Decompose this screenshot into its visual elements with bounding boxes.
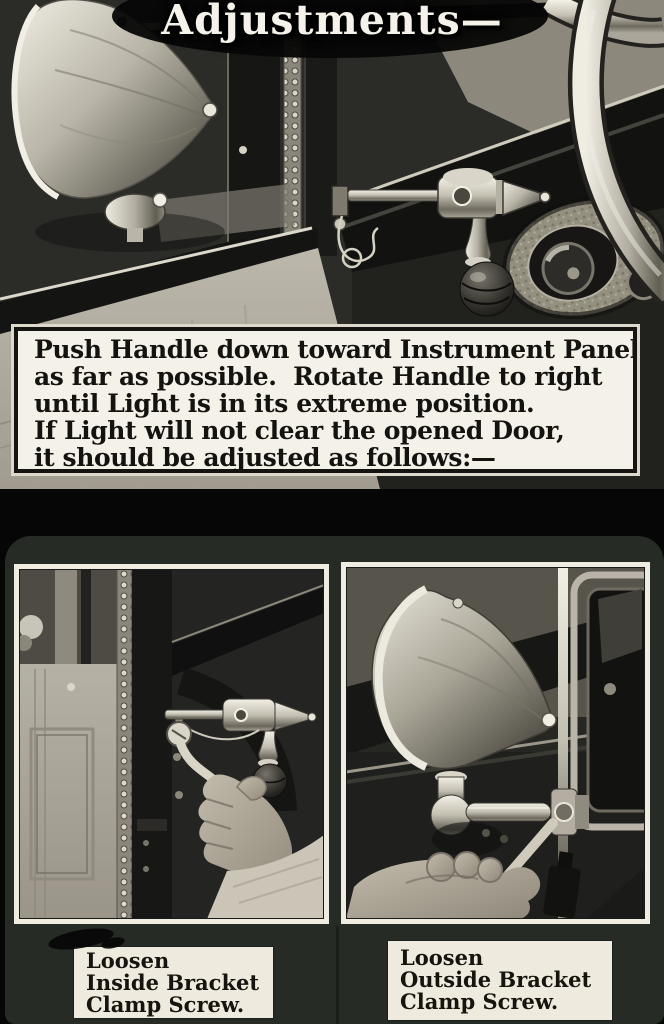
outside-bracket-photo-art [346, 567, 645, 919]
outside-bracket-photo [341, 562, 650, 924]
inside-bracket-photo [14, 564, 329, 924]
handle-rod [348, 190, 440, 201]
caption-line: Clamp Screw. [400, 989, 559, 1014]
inside-bracket-photo-art [19, 569, 324, 919]
instruction-line: as far as possible. Rotate Handle to right [34, 362, 603, 391]
caption-line: Loosen [400, 945, 484, 970]
instruction-line: until Light is in its extreme position. [34, 389, 535, 418]
clamp-screw [555, 803, 573, 821]
instruction-line: If Light will not clear the opened Door, [34, 416, 565, 445]
caption-line: Inside Bracket [86, 970, 260, 995]
caption-inside-bracket [74, 947, 273, 1018]
panel-seam [336, 926, 339, 1024]
open-door-edge [19, 569, 117, 919]
bottom-panel [5, 536, 664, 1024]
caption-line: Outside Bracket [400, 967, 592, 992]
beaded-trim [117, 569, 132, 919]
caption-outside-bracket [388, 941, 612, 1020]
instruction-box [14, 327, 637, 473]
instruction-line: Push Handle down toward Instrument Panel [34, 335, 639, 364]
caption-line: Loosen [86, 948, 170, 973]
page-title: Adjustments— [161, 0, 503, 44]
instruction-line: it should be adjusted as follows:— [34, 443, 496, 472]
bracket-arm [466, 803, 551, 821]
ball-knob [460, 262, 514, 316]
caption-line: Clamp Screw. [86, 992, 245, 1017]
